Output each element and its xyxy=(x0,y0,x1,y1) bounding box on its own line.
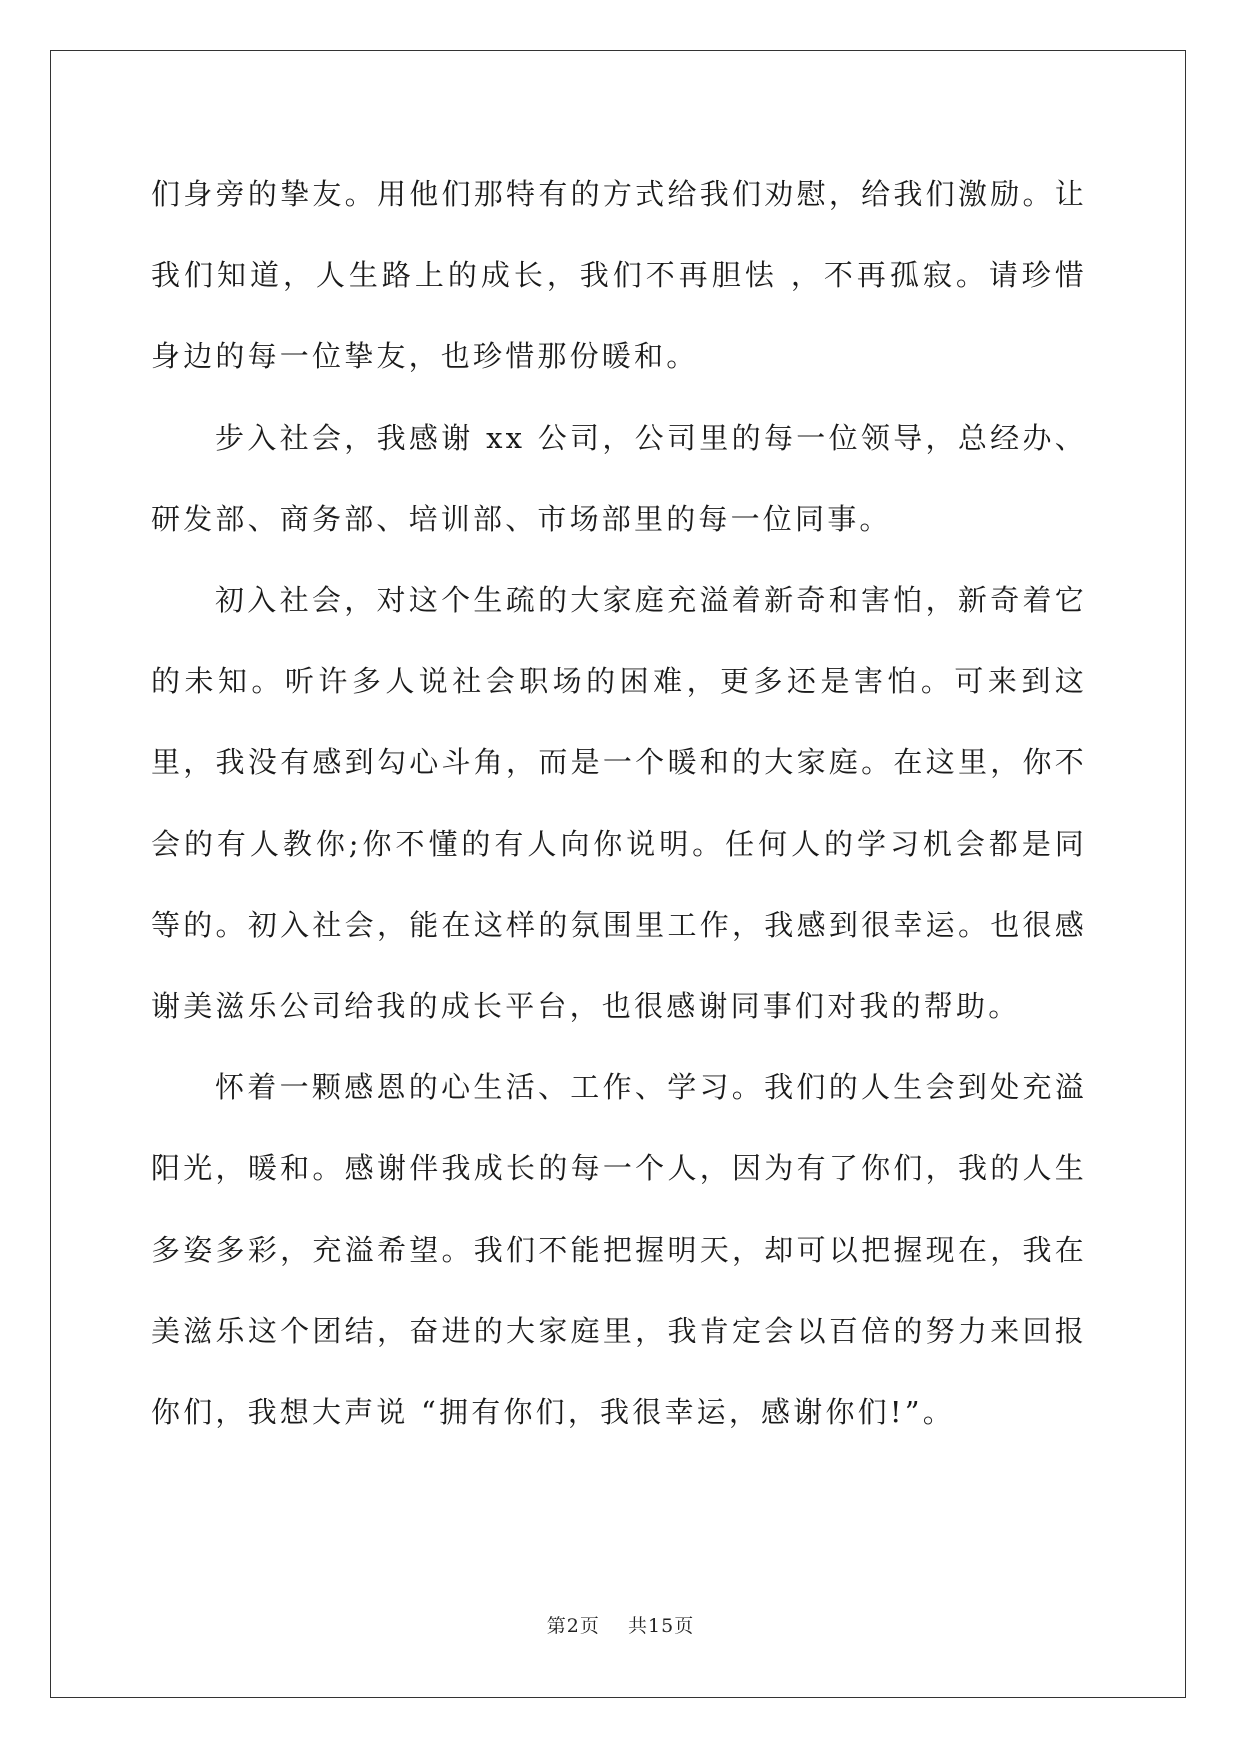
paragraph-2: 步入社会，我感谢 xx 公司，公司里的每一位领导，总经办、研发部、商务部、培训部、市场部里的每一位同事。 xyxy=(151,420,1087,536)
paragraph-1: 们身旁的挚友。用他们那特有的方式给我们劝慰，给我们激励。让我们知道，人生路上的成长，我们不再胆怯 ，不再孤寂。请珍惜身边的每一位挚友，也珍惜那份暖和。 xyxy=(151,177,1087,374)
footer-spacer xyxy=(600,1615,628,1637)
page-total: 共15页 xyxy=(628,1615,695,1637)
paragraph-4: 怀着一颗感恩的心生活、工作、学习。我们的人生会到处充溢阳光，暖和。感谢伴我成长的每一个人，因为有了你们，我的人生多姿多彩，充溢希望。我们不能把握明天，却可以把握现在，我在美滋乐这个团结，奋进的大家庭里，我肯定会以百倍的努力来回报你们，我想大声说 “拥有你们，我很幸运，感谢你们!”。 xyxy=(151,1070,1087,1430)
paragraph-3: 初入社会，对这个生疏的大家庭充溢着新奇和害怕，新奇着它的未知。听许多人说社会职场的困难，更多还是害怕。可来到这里，我没有感到勾心斗角，而是一个暖和的大家庭。在这里，你不会的有人教你;你不懂的有人向你说明。任何人的学习机会都是同等的。初入社会，能在这样的氛围里工作，我感到很幸运。也很感谢美滋乐公司给我的成长平台，也很感谢同事们对我的帮助。 xyxy=(151,583,1087,1024)
page-number: 第2页 xyxy=(546,1615,600,1637)
page-footer xyxy=(0,1614,1241,1638)
document-body xyxy=(151,154,1087,1453)
